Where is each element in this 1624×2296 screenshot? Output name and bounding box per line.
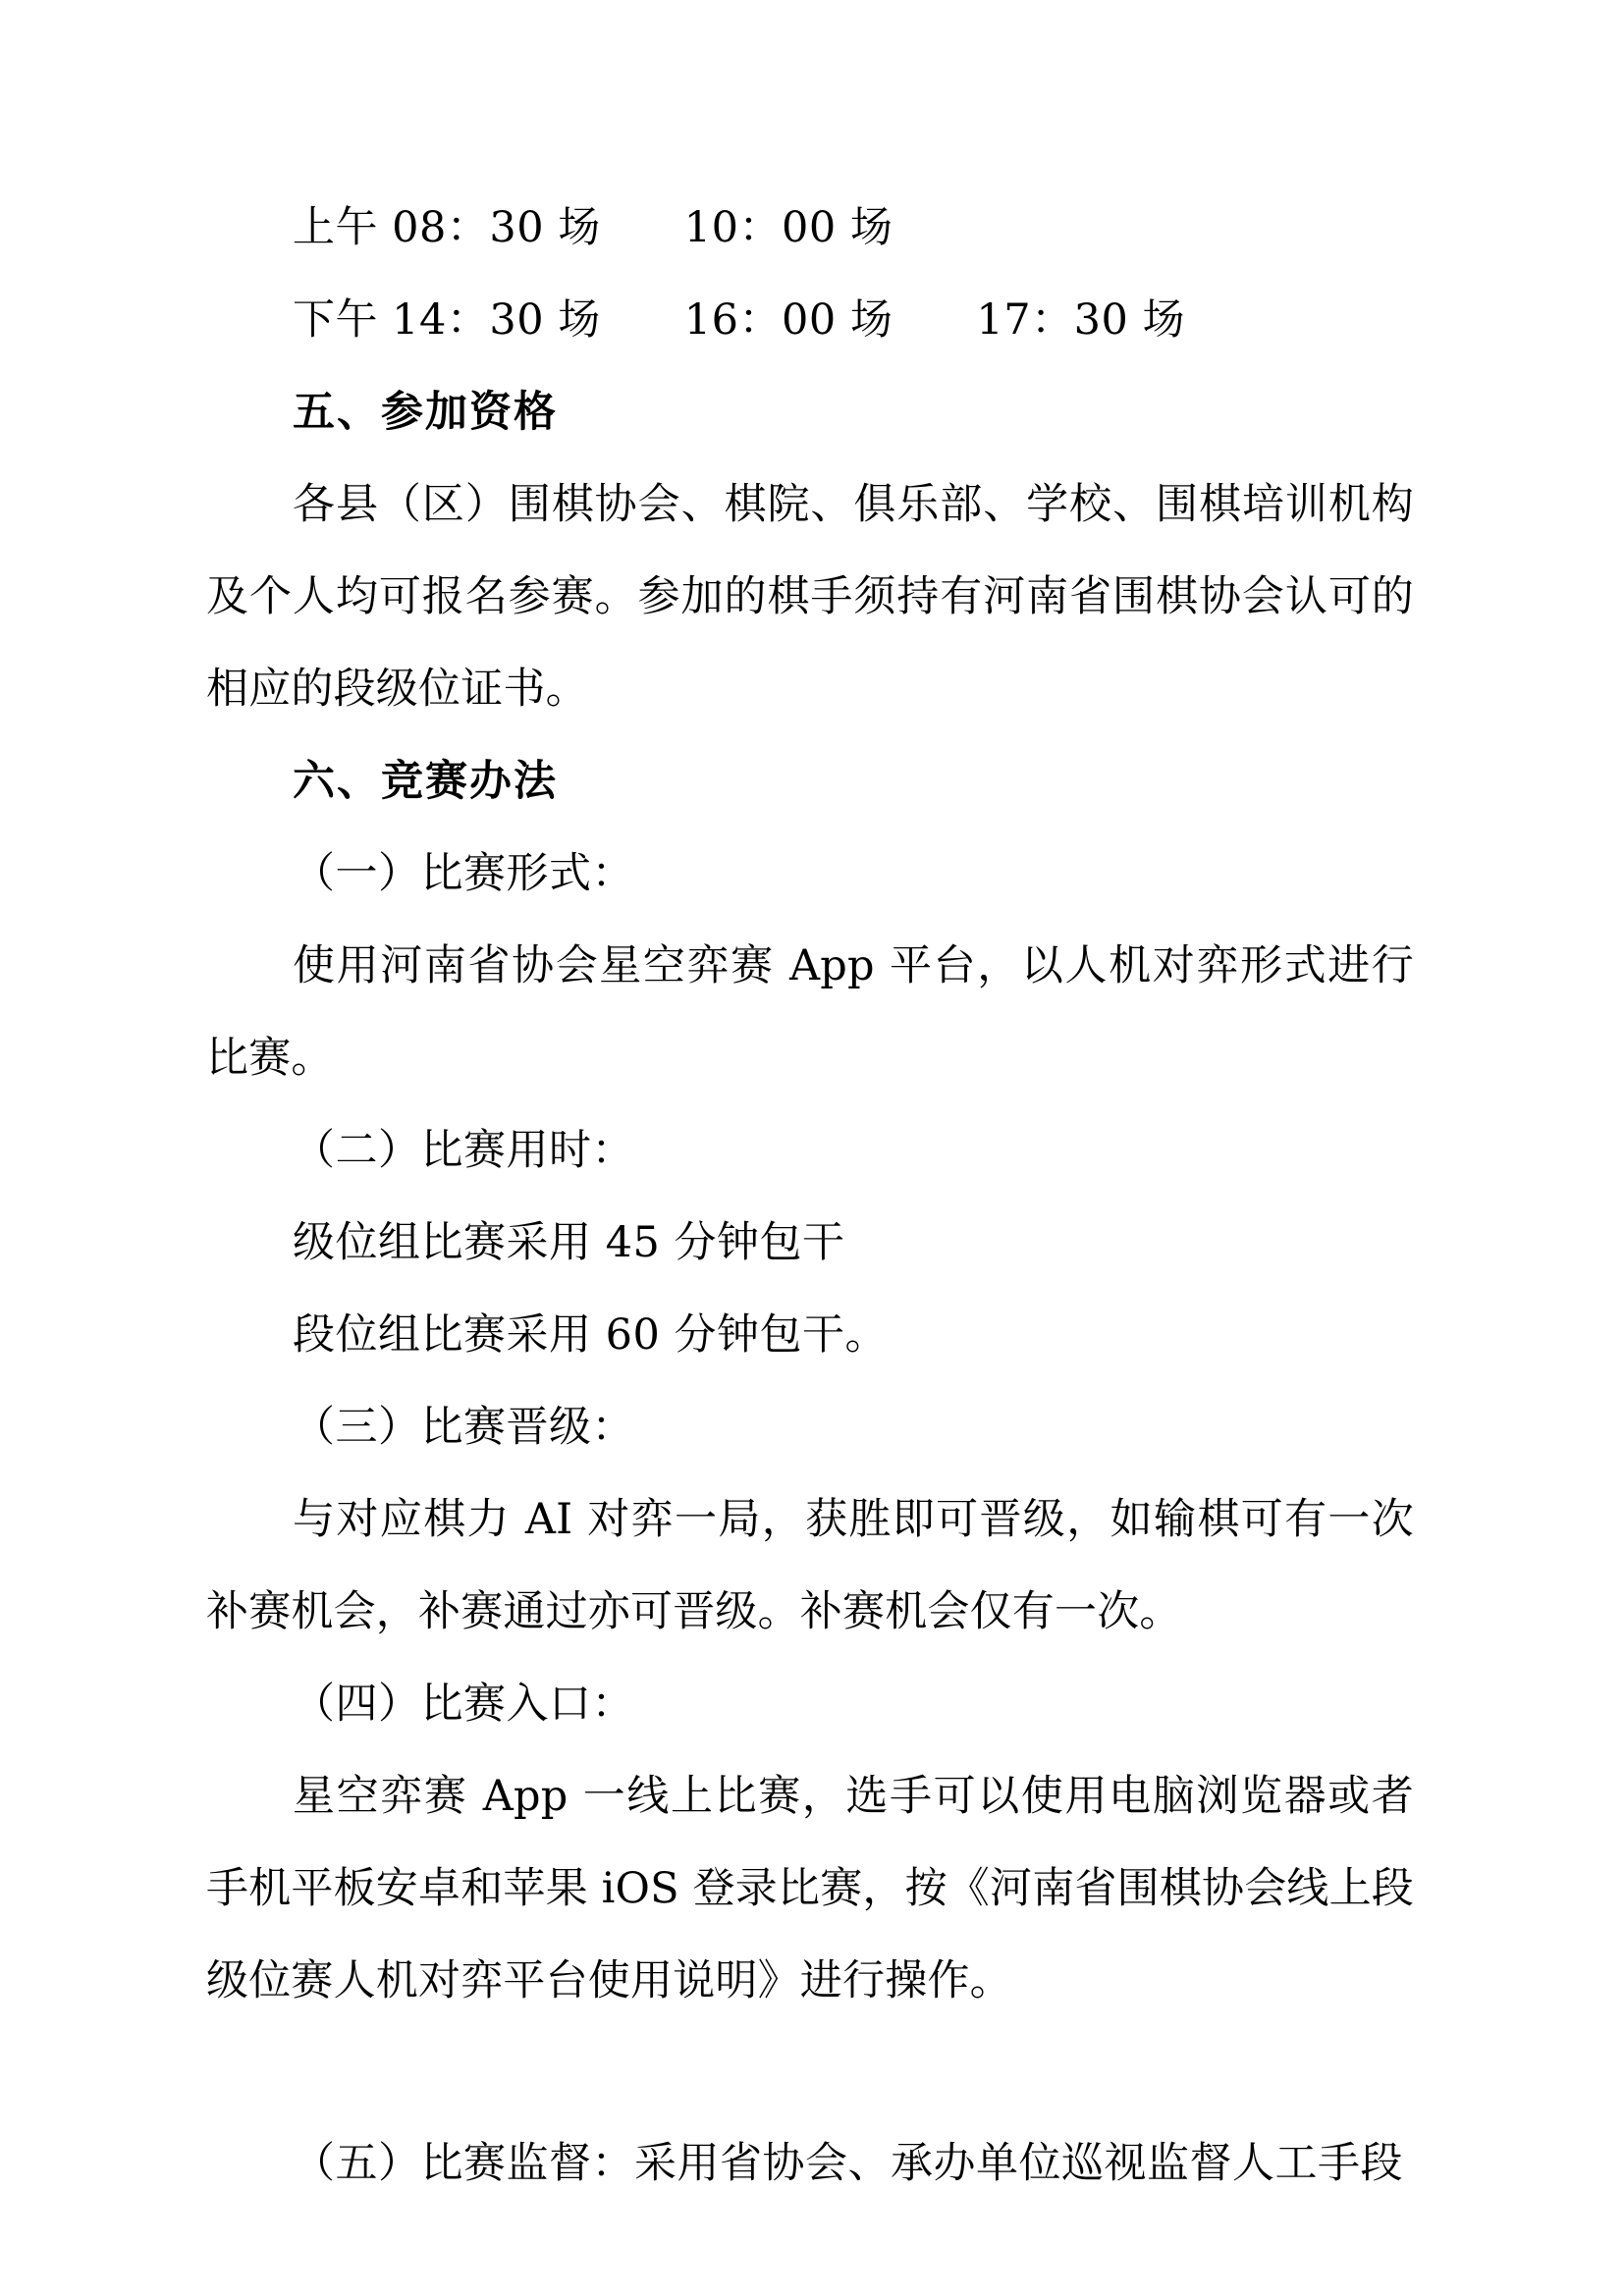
schedule-line-afternoon: 下午 14：30 场 16：00 场 17：30 场 [293, 295, 1185, 345]
subsection-four-title: （四）比赛入口： [293, 1680, 634, 1729]
subsection-five-paragraph: （五）比赛监督：采用省协会、承办单位巡视监督人工手段 [293, 2139, 1403, 2188]
subsection-two-line-one: 级位组比赛采用 45 分钟包干 [293, 1218, 845, 1267]
subsection-two-title: （二）比赛用时： [293, 1126, 634, 1175]
section-heading-five: 五、参加资格 [293, 388, 558, 437]
subsection-three-title: （三）比赛晋级： [293, 1403, 634, 1452]
subsection-four-paragraph: 星空弈赛 App 一线上比赛，选手可以使用电脑浏览器或者手机平板安卓和苹果 iOS 登录比赛，按《河南省围棋协会线上段级位赛人机对弈平台使用说明》进行操作。 [206, 1772, 1414, 2005]
section-heading-six: 六、竞赛办法 [293, 757, 558, 806]
subsection-one-paragraph: 使用河南省协会星空弈赛 App 平台，以人机对弈形式进行比赛。 [206, 941, 1414, 1083]
schedule-line-morning: 上午 08：30 场 10：00 场 [293, 203, 893, 252]
subsection-one-title: （一）比赛形式： [293, 849, 634, 898]
document-body [206, 182, 1414, 2210]
paragraph-spacer [206, 2027, 1414, 2117]
subsection-two-line-two: 段位组比赛采用 60 分钟包干。 [293, 1310, 889, 1360]
subsection-three-paragraph: 与对应棋力 AI 对弈一局，获胜即可晋级，如输棋可有一次补赛机会，补赛通过亦可晋级。补赛机会仅有一次。 [206, 1495, 1414, 1636]
section-five-paragraph: 各县（区）围棋协会、棋院、俱乐部、学校、围棋培训机构及个人均可报名参赛。参加的棋手须持有河南省围棋协会认可的相应的段级位证书。 [206, 480, 1414, 714]
